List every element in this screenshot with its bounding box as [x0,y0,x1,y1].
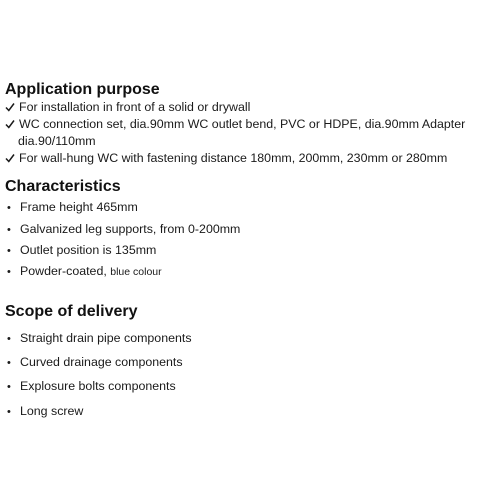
bullet-icon: • [7,202,11,214]
bullet-icon: • [7,333,11,345]
delivery-item-3 [5,378,176,395]
characteristics-item-4 [5,263,162,280]
characteristics-item-text: Frame height 465mm [20,200,138,214]
delivery-item-1 [5,330,192,347]
application-item-text: For wall-hung WC with fastening distance 180mm, 200mm, 230mm or 280mm [19,151,448,165]
application-item-text: For installation in front of a solid or drywall [19,100,251,114]
characteristics-heading: Characteristics [5,178,121,195]
bullet-icon: • [7,357,11,369]
delivery-item-2 [5,354,183,371]
delivery-item-text: Straight drain pipe components [20,331,192,345]
characteristics-item-3 [5,242,156,259]
application-item-text: WC connection set, dia.90mm WC outlet bend, PVC or HDPE, dia.90mm Adapter [19,117,466,131]
check-icon [5,116,19,132]
delivery-item-4 [5,403,83,420]
bullet-icon: • [7,224,11,236]
application-item-3 [5,150,447,166]
delivery-item-text: Long screw [20,404,84,418]
bullet-icon: • [7,245,11,257]
delivery-item-text: Curved drainage components [20,355,183,369]
bullet-icon: • [7,406,11,418]
application-item-2 [5,116,465,132]
check-icon [5,150,19,166]
scope-of-delivery-heading: Scope of delivery [5,303,138,320]
delivery-item-text: Explosure bolts components [20,379,176,393]
characteristics-item-text: Powder-coated, [20,264,107,278]
characteristics-item-suffix: blue colour [110,266,162,278]
characteristics-item-text: Outlet position is 135mm [20,243,157,257]
application-item-1 [5,99,250,115]
characteristics-item-2 [5,221,240,238]
characteristics-item-text: Galvanized leg supports, from 0-200mm [20,222,241,236]
characteristics-item-1 [5,199,138,216]
application-purpose-heading: Application purpose [5,81,160,98]
application-item-2-continued: dia.90/110mm [18,134,96,148]
check-icon [5,99,19,115]
bullet-icon: • [7,266,11,278]
bullet-icon: • [7,381,11,393]
